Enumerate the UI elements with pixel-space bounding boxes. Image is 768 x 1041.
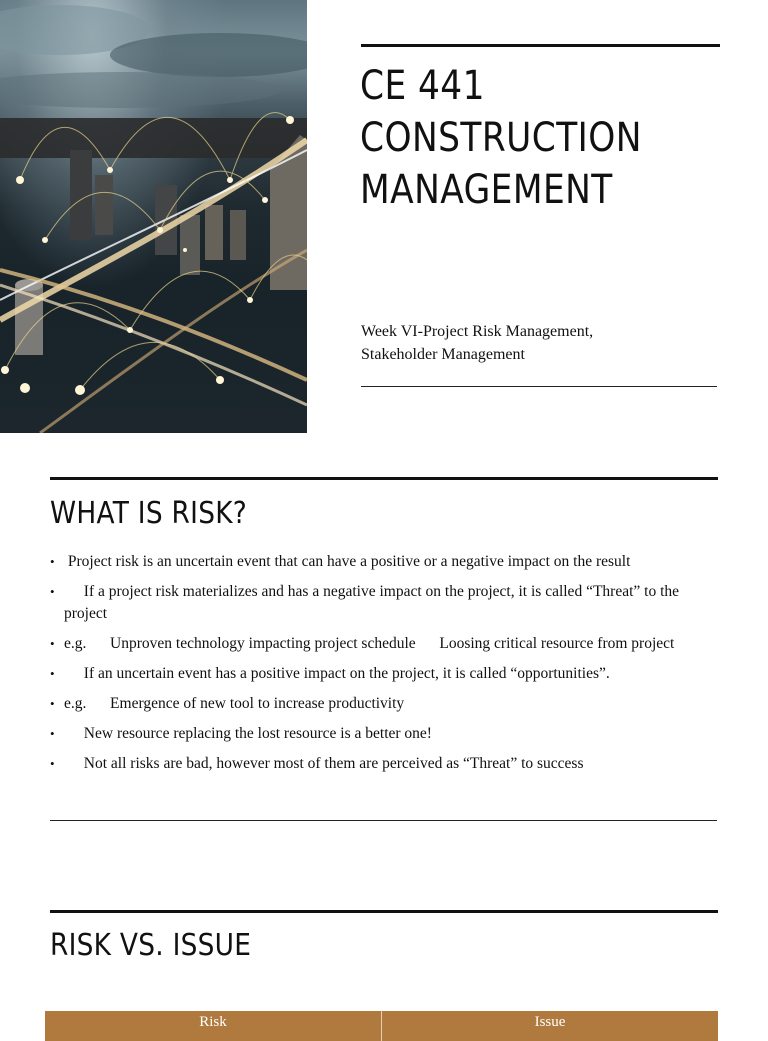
subtitle-line-2: Stakeholder Management: [361, 346, 525, 363]
section-heading-what-is-risk: WHAT IS RISK?: [50, 496, 248, 531]
city-night-photo-icon: [0, 0, 307, 433]
course-title-line-2: CONSTRUCTION: [360, 115, 642, 161]
course-title-line-3: MANAGEMENT: [360, 167, 613, 213]
section-top-rule-2: [50, 910, 718, 913]
list-item: • Project risk is an uncertain event that can have a positive or a negative impact on the result: [50, 553, 631, 570]
section-heading-risk-vs-issue: RISK VS. ISSUE: [50, 928, 252, 963]
course-subtitle: [361, 320, 721, 366]
title-top-rule: [361, 44, 720, 47]
course-title: [360, 60, 678, 216]
title-bottom-rule: [361, 386, 717, 387]
course-title-line-1: CE 441: [360, 63, 485, 109]
subtitle-line-1: Week VI-Project Risk Management,: [361, 323, 594, 340]
section-bottom-rule: [50, 820, 717, 821]
column-header-issue: Issue: [381, 1011, 718, 1041]
column-header-risk: Risk: [199, 1014, 227, 1030]
list-item: • If an uncertain event has a positive impact on the project, it is called “opportunities”.: [50, 665, 602, 682]
cover-photo: [0, 0, 307, 433]
list-item: • New resource replacing the lost resource is a better one!: [50, 725, 424, 742]
risk-issue-table-header: [45, 1011, 718, 1041]
list-item: • Not all risks are bad, however most of them are perceived as “Threat” to success: [50, 755, 576, 772]
list-item: • If a project risk materializes and has a negative impact on the project, it is called “Threat” to the project: [50, 583, 675, 622]
list-item: • e.g. Unproven technology impacting project schedule Loosing critical resource from project: [50, 635, 658, 652]
list-item: • e.g. Emergence of new tool to increase productivity: [50, 695, 396, 712]
risk-bullet-list: [50, 551, 710, 783]
section-top-rule: [50, 477, 718, 480]
